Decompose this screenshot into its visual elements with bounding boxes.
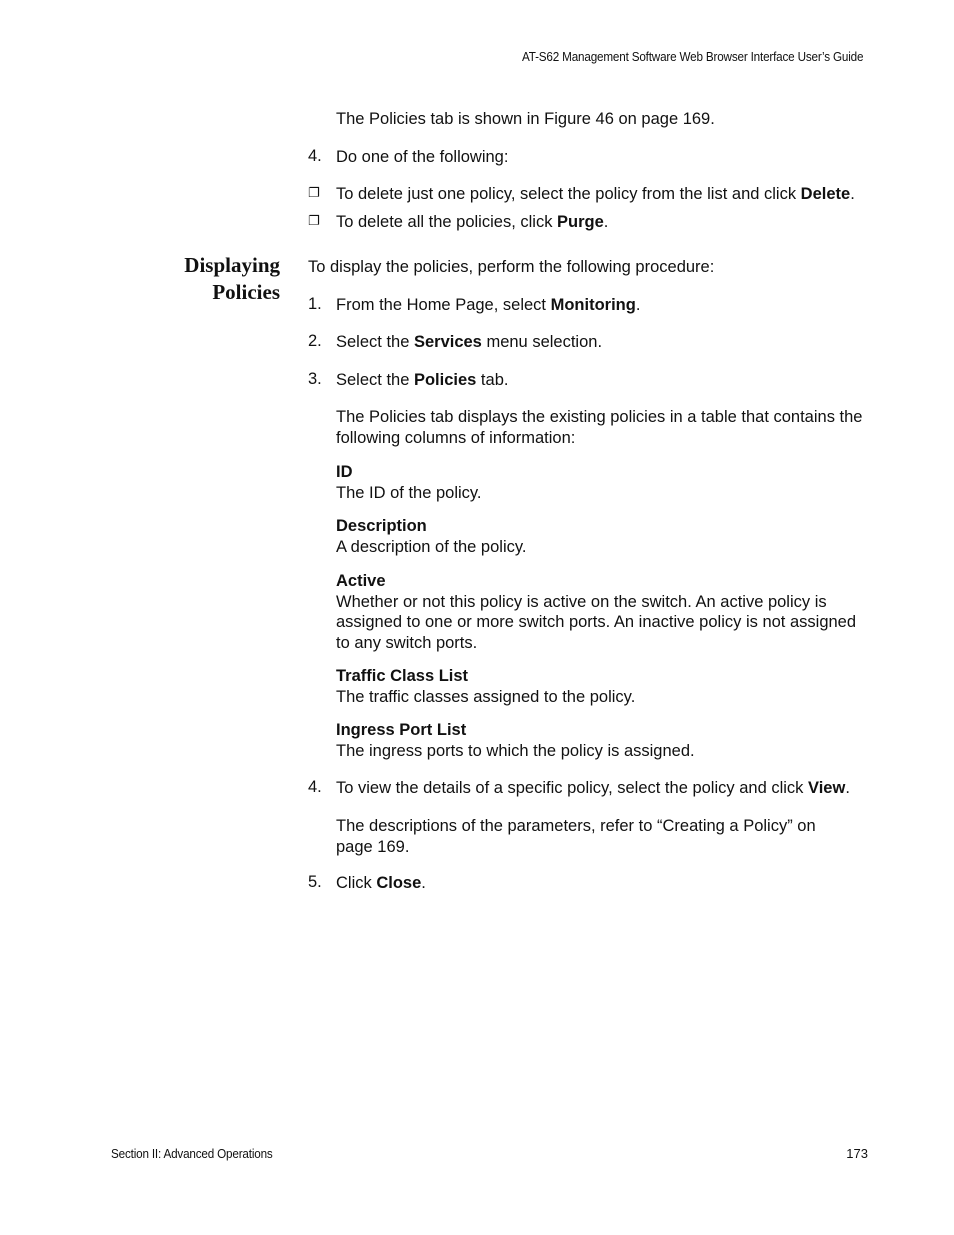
column-definition xyxy=(336,666,635,707)
step-text: Select the Services menu selection. xyxy=(336,333,603,351)
column-description: The ID of the policy. xyxy=(336,483,482,502)
figure-reference: The Policies tab is shown in Figure 46 on page 169. xyxy=(336,110,715,128)
column-description: The ingress ports to which the policy is assigned. xyxy=(336,741,695,760)
column-description: A description of the policy. xyxy=(336,537,527,556)
running-header: AT-S62 Management Software Web Browser Interface User’s Guide xyxy=(522,49,864,64)
step-text: Select the Policies tab. xyxy=(336,371,509,389)
section-heading: Displaying Policies xyxy=(184,253,280,304)
step-number: 5. xyxy=(308,873,322,891)
section-intro: To display the policies, perform the following procedure: xyxy=(308,258,715,276)
column-description: Whether or not this policy is active on the switch. An active policy is assigned to one or more switch ports. An inactive policy is not assigned to any switch ports. xyxy=(336,592,857,652)
step-text: Click Close. xyxy=(336,874,426,892)
column-definition xyxy=(336,720,695,761)
column-name: Traffic Class List xyxy=(336,667,469,685)
column-definition xyxy=(336,571,871,653)
column-description: The traffic classes assigned to the policy. xyxy=(336,687,636,706)
step-note: The descriptions of the parameters, refer to “Creating a Policy” on page 169. xyxy=(336,817,816,856)
checkbox-bullet-icon: ❐ xyxy=(308,186,320,201)
column-name: Description xyxy=(336,517,427,535)
delete-option-all: To delete all the policies, click Purge. xyxy=(336,213,609,231)
step-number: 1. xyxy=(308,295,322,313)
column-name: Active xyxy=(336,572,386,590)
delete-option-one: To delete just one policy, select the policy from the list and click Delete. xyxy=(336,185,855,203)
table-intro: The Policies tab displays the existing policies in a table that contains the following columns of information: xyxy=(336,408,863,447)
step-number: 4. xyxy=(308,147,322,165)
page-number: 173 xyxy=(846,1146,868,1161)
step-number: 4. xyxy=(308,778,322,796)
column-definition xyxy=(336,516,526,557)
delete-keyword: Delete xyxy=(800,185,851,203)
purge-keyword: Purge xyxy=(557,213,604,231)
footer-section: Section II: Advanced Operations xyxy=(111,1146,273,1161)
step-text: To view the details of a specific policy, select the policy and click View. xyxy=(336,779,850,797)
checkbox-bullet-icon: ❐ xyxy=(308,214,320,229)
step-text: From the Home Page, select Monitoring. xyxy=(336,296,641,314)
step-number: 3. xyxy=(308,370,322,388)
column-name: Ingress Port List xyxy=(336,721,467,739)
column-definition xyxy=(336,462,482,503)
column-name: ID xyxy=(336,463,353,481)
step-number: 2. xyxy=(308,332,322,350)
step-text: Do one of the following: xyxy=(336,148,509,166)
